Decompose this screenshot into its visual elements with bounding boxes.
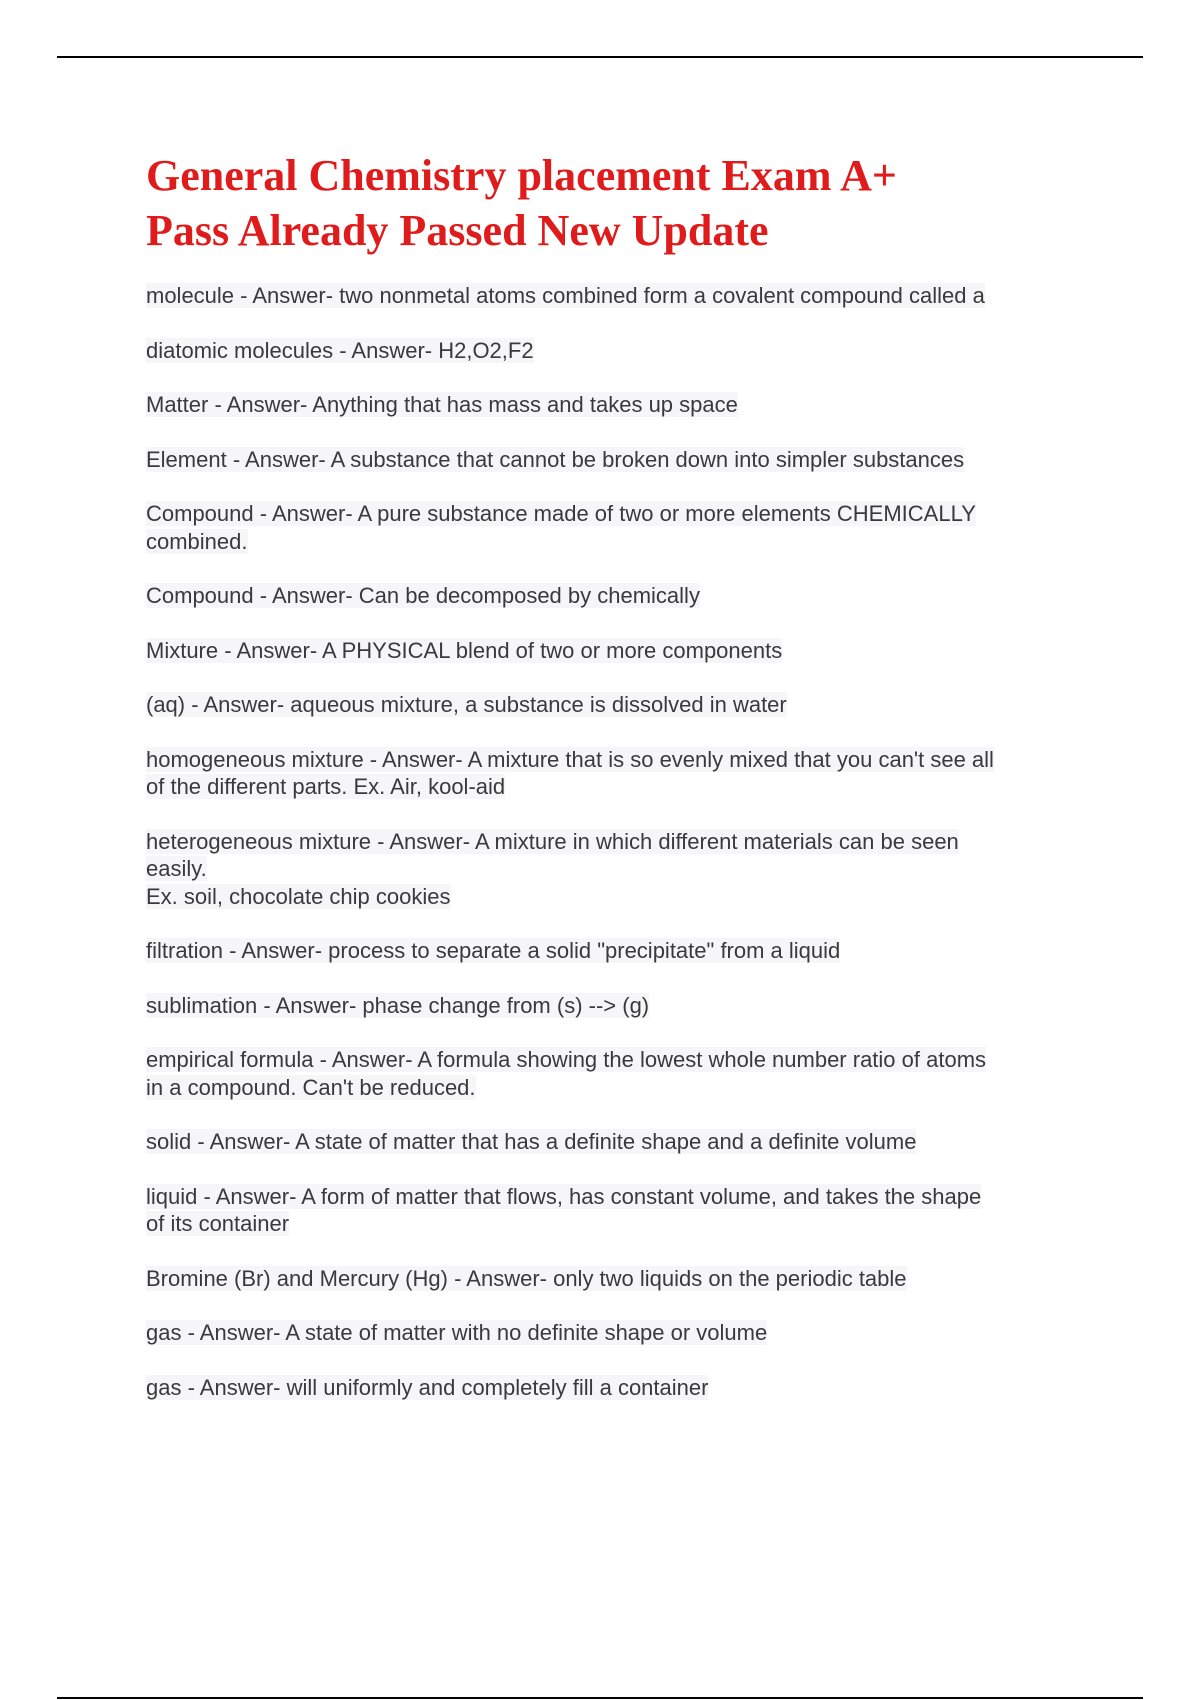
qa-text: diatomic molecules - Answer- H2,O2,F2 <box>146 337 534 363</box>
footer-rule <box>57 1697 1143 1699</box>
qa-text: Compound - Answer- A pure substance made of two or more elements CHEMICALLY combined. <box>146 501 976 554</box>
qa-text: filtration - Answer- process to separate a solid "precipitate" from a liquid <box>146 938 841 963</box>
qa-item <box>146 582 1086 610</box>
qa-text: molecule - Answer- two nonmetal atoms combined form a covalent compound called a <box>146 283 985 308</box>
header-rule <box>57 56 1143 58</box>
qa-text: Bromine (Br) and Mercury (Hg) - Answer- only two liquids on the periodic table <box>146 1265 907 1291</box>
qa-text: solid - Answer- A state of matter that has a definite shape and a definite volume <box>146 1129 917 1154</box>
qa-item <box>146 637 1086 665</box>
qa-item <box>146 500 1086 555</box>
qa-text: gas - Answer- will uniformly and completely fill a container <box>146 1374 709 1400</box>
qa-item <box>146 391 1086 419</box>
qa-text: heterogeneous mixture - Answer- A mixture in which different materials can be seen easily. Ex. soil, chocolate chip cookies <box>146 828 959 909</box>
qa-item <box>146 746 1086 801</box>
qa-text: (aq) - Answer- aqueous mixture, a substance is dissolved in water <box>146 692 787 717</box>
qa-text: liquid - Answer- A form of matter that flows, has constant volume, and takes the shape of its container <box>146 1183 982 1236</box>
qa-text: Matter - Answer- Anything that has mass and takes up space <box>146 392 738 417</box>
qa-item <box>146 691 1086 719</box>
qa-item <box>146 1046 1086 1101</box>
qa-item <box>146 1319 1086 1347</box>
qa-item <box>146 1265 1086 1293</box>
qa-item <box>146 337 1086 365</box>
qa-item <box>146 446 1086 474</box>
qa-item <box>146 937 1086 965</box>
qa-text: Compound - Answer- Can be decomposed by chemically <box>146 583 700 608</box>
document-title: General Chemistry placement Exam A+ Pass Already Passed New Update <box>146 151 897 255</box>
qa-text: Mixture - Answer- A PHYSICAL blend of two or more components <box>146 637 783 663</box>
document-body <box>146 148 1086 1428</box>
qa-item <box>146 992 1086 1020</box>
qa-text: homogeneous mixture - Answer- A mixture that is so evenly mixed that you can't see all of the different parts. Ex. Air, kool-aid <box>146 746 994 799</box>
qa-item <box>146 1128 1086 1156</box>
qa-item <box>146 1374 1086 1402</box>
qa-item <box>146 282 1086 310</box>
qa-text: Element - Answer- A substance that cannot be broken down into simpler substances <box>146 446 965 472</box>
qa-list <box>146 282 1086 1401</box>
qa-text: empirical formula - Answer- A formula showing the lowest whole number ratio of atoms in a compound. Can't be reduced. <box>146 1047 987 1100</box>
qa-text: gas - Answer- A state of matter with no definite shape or volume <box>146 1320 768 1345</box>
qa-text: sublimation - Answer- phase change from (s) --> (g) <box>146 992 650 1018</box>
qa-item <box>146 828 1086 911</box>
qa-item <box>146 1183 1086 1238</box>
